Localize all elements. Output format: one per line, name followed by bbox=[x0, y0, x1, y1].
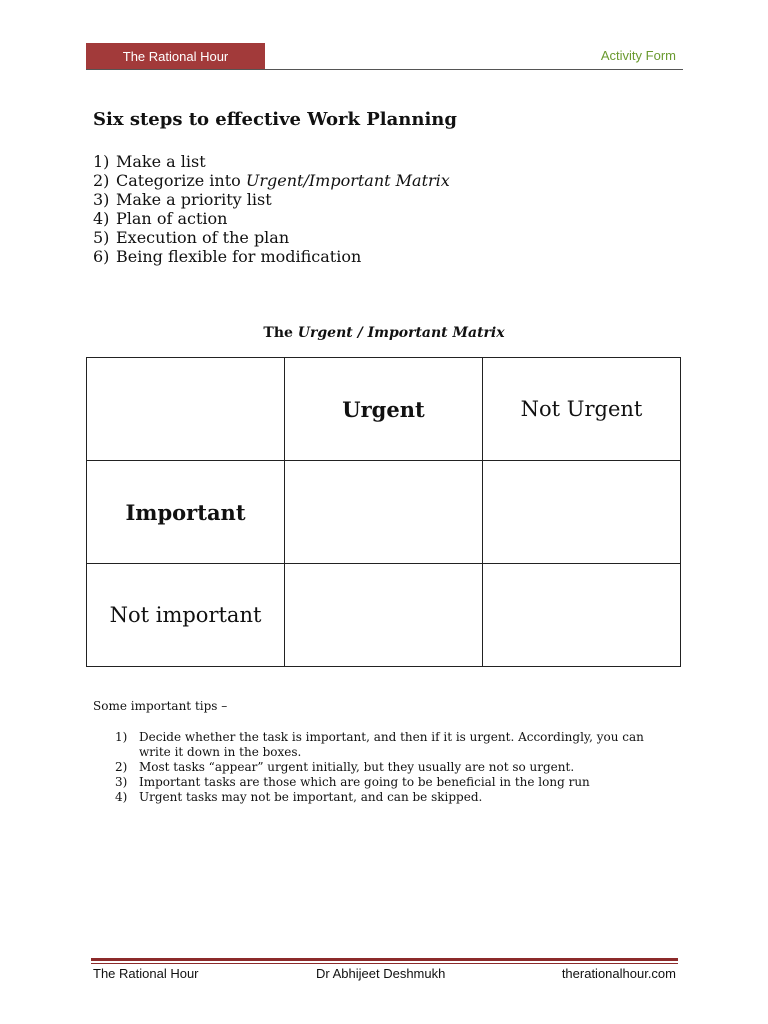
tip-number: 1) bbox=[115, 730, 128, 744]
matrix-caption-prefix: The bbox=[263, 325, 293, 341]
tip-item bbox=[115, 790, 675, 805]
tip-item bbox=[115, 760, 675, 775]
step-text-italic: Urgent/Important Matrix bbox=[245, 171, 450, 190]
matrix-row-important: Important bbox=[87, 461, 285, 564]
tip-number: 4) bbox=[115, 790, 128, 804]
step-number: 5) bbox=[93, 228, 110, 247]
tips-list bbox=[115, 730, 675, 805]
header-brand-tab: The Rational Hour bbox=[86, 43, 265, 69]
step-item bbox=[93, 209, 450, 228]
matrix-col-not-urgent: Not Urgent bbox=[483, 358, 681, 461]
tip-text: Urgent tasks may not be important, and can be skipped. bbox=[139, 790, 483, 804]
step-number: 6) bbox=[93, 247, 110, 266]
matrix-caption bbox=[0, 325, 768, 341]
tip-item bbox=[115, 775, 675, 790]
tip-number: 2) bbox=[115, 760, 128, 774]
step-item bbox=[93, 171, 450, 190]
step-item bbox=[93, 190, 450, 209]
steps-list bbox=[93, 152, 450, 266]
step-number: 2) bbox=[93, 171, 110, 190]
footer-divider-thin bbox=[91, 963, 678, 964]
footer-divider-thick bbox=[91, 958, 678, 961]
step-text bbox=[116, 171, 450, 190]
footer-website-link[interactable]: therationalhour.com bbox=[561, 966, 676, 981]
step-text-plain: Categorize into bbox=[116, 171, 246, 190]
matrix-col-urgent: Urgent bbox=[285, 358, 483, 461]
step-text: Execution of the plan bbox=[116, 228, 290, 247]
step-item bbox=[93, 152, 450, 171]
matrix-cell-important-not-urgent[interactable] bbox=[483, 461, 681, 564]
step-number: 3) bbox=[93, 190, 110, 209]
step-text: Being flexible for modification bbox=[116, 247, 362, 266]
footer-author: Dr Abhijeet Deshmukh bbox=[316, 966, 446, 981]
tips-heading: Some important tips – bbox=[93, 699, 228, 713]
tip-number: 3) bbox=[115, 775, 128, 789]
page-title: Six steps to effective Work Planning bbox=[93, 109, 457, 130]
tip-text: Decide whether the task is important, and then if it is urgent. Accordingly, you can write it down in the boxes. bbox=[139, 730, 644, 759]
matrix-caption-italic: Urgent / Important Matrix bbox=[297, 325, 505, 341]
step-item bbox=[93, 247, 450, 266]
matrix-corner-cell bbox=[87, 358, 285, 461]
tip-item bbox=[115, 730, 675, 760]
step-number: 1) bbox=[93, 152, 110, 171]
step-item bbox=[93, 228, 450, 247]
step-text: Plan of action bbox=[116, 209, 228, 228]
footer-brand: The Rational Hour bbox=[93, 966, 199, 981]
urgent-important-matrix bbox=[86, 357, 681, 667]
step-number: 4) bbox=[93, 209, 110, 228]
matrix-cell-not-important-urgent[interactable] bbox=[285, 564, 483, 667]
step-text: Make a priority list bbox=[116, 190, 272, 209]
step-text: Make a list bbox=[116, 152, 206, 171]
header-activity-form-label: Activity Form bbox=[600, 48, 676, 63]
matrix-cell-not-important-not-urgent[interactable] bbox=[483, 564, 681, 667]
matrix-row-not-important: Not important bbox=[87, 564, 285, 667]
tip-text: Important tasks are those which are going to be beneficial in the long run bbox=[139, 775, 590, 789]
matrix-cell-important-urgent[interactable] bbox=[285, 461, 483, 564]
tip-text: Most tasks “appear” urgent initially, but they usually are not so urgent. bbox=[139, 760, 575, 774]
header-divider bbox=[86, 69, 683, 70]
